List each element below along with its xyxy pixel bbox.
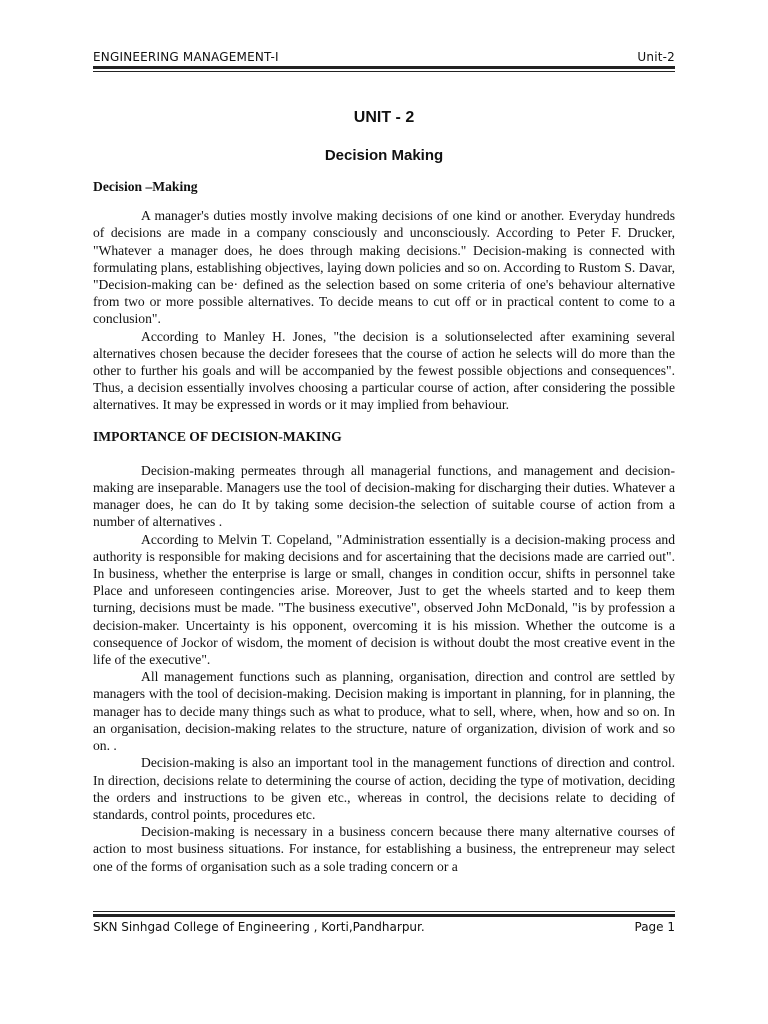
- running-header: [93, 44, 675, 64]
- paragraph: According to Manley H. Jones, "the decision is a solutionselected after examining several alternatives chosen because the decider foresees that the course of action he selects will do more than the other to further his goals and will be accompanied by the fewest possible objections and consequences". Thus, a decision essentially involves choosing a particular course of action, after considering the possible alternatives. It may be expressed in words or it may implied from behaviour.: [93, 328, 675, 413]
- header-course-title: ENGINEERING MANAGEMENT-I: [93, 50, 279, 64]
- paragraph: Decision-making is necessary in a business concern because there many alternative courses of action to most business situations. For instance, for establishing a business, the entrepreneur may select one of the forms of organisation such as a sole trading concern or a: [93, 824, 675, 874]
- section-heading-decision-making: Decision –Making: [93, 179, 198, 194]
- page-content: [93, 108, 675, 875]
- unit-title: UNIT - 2: [353, 109, 415, 126]
- section-heading-importance: IMPORTANCE OF DECISION-MAKING: [93, 428, 342, 444]
- paragraph: Decision-making is also an important tool in the management functions of direction and control. In direction, decisions relate to determining the course of action, deciding the type of motivation, deciding the orders and instructions to be given etc., whereas in control, the decisions relate to deciding of standards, control points, procedures etc.: [93, 755, 675, 822]
- header-unit-label: Unit-2: [637, 50, 675, 64]
- paragraph: A manager's duties mostly involve making decisions of one kind or another. Everyday hundreds of decisions are made in a company consciously and unconsciously. According to Peter F. Drucker, "Whatever a manager does, he does through making decisions." Decision-making is connected with formulating plans, establishing objectives, laying down policies and so on. According to Rustom S. Davar, "Decision-making can be· defined as the selection based on some criteria of one's behaviour alternative from two or more possible alternatives. To decide means to cut off or in practical content to come to a conclusion".: [93, 208, 675, 327]
- footer-page-number: Page 1: [634, 920, 675, 934]
- running-footer: [93, 920, 675, 938]
- paragraph: Decision-making permeates through all managerial functions, and management and decision-making are inseparable. Managers use the tool of decision-making for discharging their duties. Whatever a manager does, he can do It by taking some decision-the selection of suitable course of action from a number of alternatives .: [93, 462, 675, 530]
- footer-rule: [93, 911, 675, 917]
- page-title: Decision Making: [324, 147, 444, 164]
- paragraph: According to Melvin T. Copeland, "Administration essentially is a decision-making process and authority is responsible for making decisions and for ascertaining that the decisions made are carried out". In business, whether the enterprise is large or small, changes in condition occur, shifts in personnel take Place and unforeseen contingencies arise. Moreover, Just to get the wheels started and to keep them turning, decisions must be made. "The business executive", observed John McDonald, "is by profession a decision-maker. Uncertainty is his opponent, overcoming it is his mission. Whether the outcome is a consequence of Jockor of wisdom, the moment of decision is without doubt the most creative event in the life of the executive".: [93, 531, 675, 668]
- header-rule: [93, 66, 675, 72]
- paragraph: All management functions such as planning, organisation, direction and control are settled by managers with the tool of decision-making. Decision making is important in planning, for in planning, the manager has to decide many things such as what to produce, what to sell, where, when, how and so on. In an organisation, decision-making relates to the structure, nature of organization, division of work and so on. .: [93, 669, 675, 754]
- footer-college-name: SKN Sinhgad College of Engineering , Korti,Pandharpur.: [93, 920, 425, 934]
